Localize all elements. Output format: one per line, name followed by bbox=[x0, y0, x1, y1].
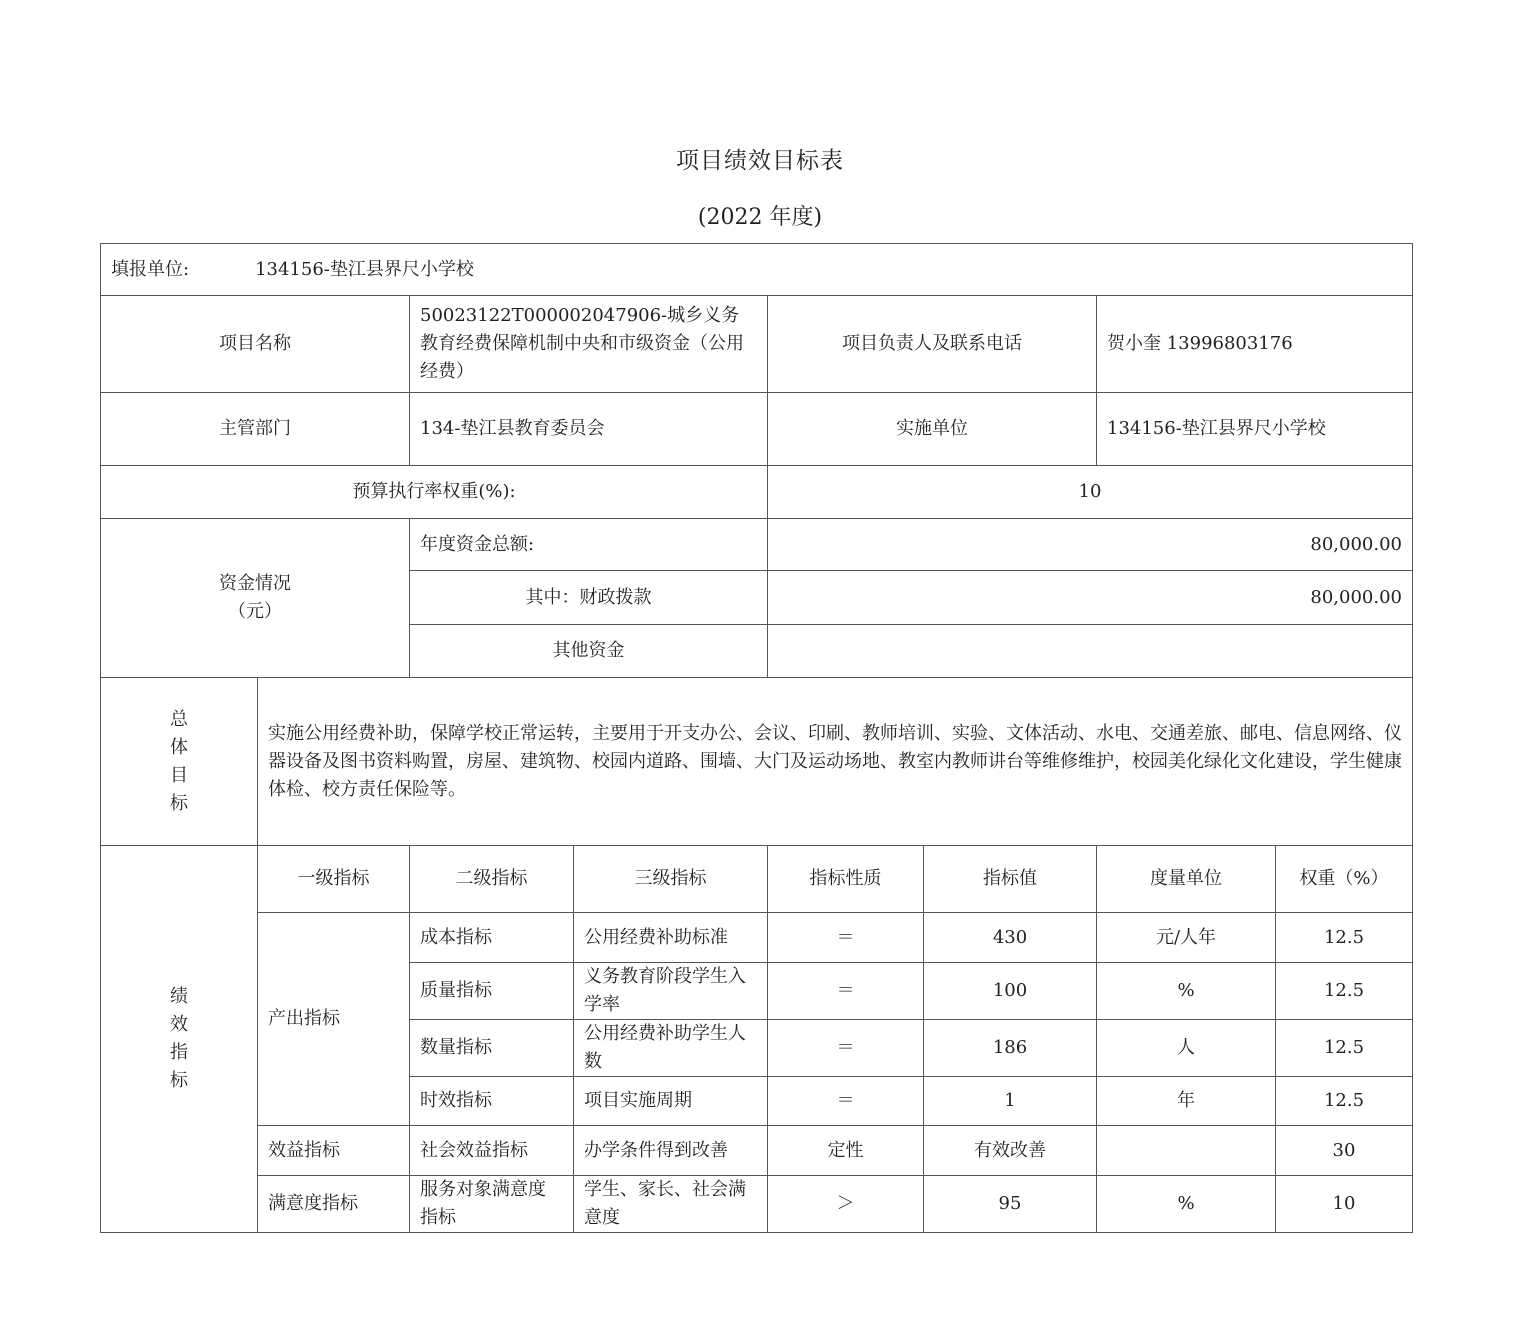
row-level3: 办学条件得到改善 bbox=[574, 1126, 768, 1176]
overall-goal-label bbox=[101, 678, 258, 846]
row-weight: 12.5 bbox=[1276, 1020, 1413, 1077]
funds-label-line1: 资金情况 bbox=[219, 573, 291, 594]
indicator-header-row bbox=[101, 846, 1413, 913]
indicators-label-char: 效 bbox=[170, 1014, 188, 1035]
row-nature: ＝ bbox=[768, 1077, 924, 1126]
reporting-unit-label: 填报单位: bbox=[111, 258, 190, 280]
funds-label bbox=[101, 519, 410, 678]
row-nature: ＝ bbox=[768, 1020, 924, 1077]
row-weight: 30 bbox=[1276, 1126, 1413, 1176]
project-name-row bbox=[101, 296, 1413, 393]
row-level1: 满意度指标 bbox=[258, 1176, 410, 1233]
row-level2: 成本指标 bbox=[410, 913, 574, 963]
project-name-value: 50023122T000002047906-城乡义务教育经费保障机制中央和市级资金（公用经费） bbox=[410, 296, 768, 393]
header-level2: 二级指标 bbox=[410, 846, 574, 913]
header-weight: 权重（%） bbox=[1276, 846, 1413, 913]
budget-weight-row bbox=[101, 466, 1413, 519]
row-unit: 年 bbox=[1097, 1077, 1276, 1126]
row-weight: 10 bbox=[1276, 1176, 1413, 1233]
indicators-label-char: 绩 bbox=[170, 986, 188, 1007]
row-weight: 12.5 bbox=[1276, 963, 1413, 1020]
row-weight: 12.5 bbox=[1276, 913, 1413, 963]
header-nature: 指标性质 bbox=[768, 846, 924, 913]
row-value: 有效改善 bbox=[924, 1126, 1097, 1176]
budget-weight-value: 10 bbox=[768, 466, 1413, 519]
row-value: 95 bbox=[924, 1176, 1097, 1233]
row-unit: % bbox=[1097, 1176, 1276, 1233]
indicators-label bbox=[101, 846, 258, 1233]
row-unit bbox=[1097, 1126, 1276, 1176]
funds-total-value: 80,000.00 bbox=[768, 519, 1413, 571]
row-value: 430 bbox=[924, 913, 1097, 963]
department-label: 主管部门 bbox=[101, 393, 410, 466]
performance-target-table bbox=[100, 243, 1413, 1233]
overall-goal-label-char: 体 bbox=[170, 736, 188, 758]
row-level3: 公用经费补助学生人数 bbox=[574, 1020, 768, 1077]
project-owner-value: 贺小奎 13996803176 bbox=[1097, 296, 1413, 393]
row-nature: 定性 bbox=[768, 1126, 924, 1176]
funds-total-row bbox=[101, 519, 1413, 571]
header-level1: 一级指标 bbox=[258, 846, 410, 913]
funds-label-line2: （元） bbox=[228, 601, 282, 622]
row-level1: 效益指标 bbox=[258, 1126, 410, 1176]
project-owner-label: 项目负责人及联系电话 bbox=[768, 296, 1097, 393]
row-level2: 服务对象满意度指标 bbox=[410, 1176, 574, 1233]
funds-other-value bbox=[768, 625, 1413, 678]
row-unit: 元/人年 bbox=[1097, 913, 1276, 963]
row-nature: ＝ bbox=[768, 963, 924, 1020]
overall-goal-text: 实施公用经费补助，保障学校正常运转，主要用于开支办公、会议、印刷、教师培训、实验、文体活动、水电、交通差旅、邮电、信息网络、仪器设备及图书资料购置，房屋、建筑物、校园内道路、围墙、大门及运动场地、教室内教师讲台等维修维护，校园美化绿化文化建设，学生健康体检、校方责任保险等。 bbox=[258, 678, 1413, 846]
implementing-unit-label: 实施单位 bbox=[768, 393, 1097, 466]
department-row bbox=[101, 393, 1413, 466]
table-row bbox=[101, 913, 1413, 963]
row-value: 1 bbox=[924, 1077, 1097, 1126]
reporting-unit-cell bbox=[101, 244, 1413, 296]
row-nature: ＝ bbox=[768, 913, 924, 963]
funds-other-label: 其他资金 bbox=[410, 625, 768, 678]
row-level3: 项目实施周期 bbox=[574, 1077, 768, 1126]
overall-goal-row bbox=[101, 678, 1413, 846]
header-level3: 三级指标 bbox=[574, 846, 768, 913]
project-name-label: 项目名称 bbox=[101, 296, 410, 393]
row-level3: 义务教育阶段学生入学率 bbox=[574, 963, 768, 1020]
department-value: 134-垫江县教育委员会 bbox=[410, 393, 768, 466]
overall-goal-label-char: 总 bbox=[170, 708, 188, 730]
funds-total-label: 年度资金总额: bbox=[410, 519, 768, 571]
overall-goal-label-char: 标 bbox=[170, 792, 188, 814]
row-weight: 12.5 bbox=[1276, 1077, 1413, 1126]
row-level2: 时效指标 bbox=[410, 1077, 574, 1126]
overall-goal-label-char: 目 bbox=[170, 764, 188, 786]
table-row bbox=[101, 1176, 1413, 1233]
row-nature: ＞ bbox=[768, 1176, 924, 1233]
row-value: 186 bbox=[924, 1020, 1097, 1077]
reporting-unit-value: 134156-垫江县界尺小学校 bbox=[255, 258, 474, 280]
funds-fiscal-label: 其中：财政拨款 bbox=[410, 571, 768, 625]
reporting-unit-row bbox=[101, 244, 1413, 296]
row-unit: 人 bbox=[1097, 1020, 1276, 1077]
row-level2: 数量指标 bbox=[410, 1020, 574, 1077]
row-value: 100 bbox=[924, 963, 1097, 1020]
indicators-label-char: 标 bbox=[170, 1070, 188, 1091]
budget-weight-label: 预算执行率权重(%): bbox=[101, 466, 768, 519]
indicators-label-char: 指 bbox=[170, 1042, 188, 1063]
row-level2: 质量指标 bbox=[410, 963, 574, 1020]
row-level2: 社会效益指标 bbox=[410, 1126, 574, 1176]
page-title: 项目绩效目标表 bbox=[676, 148, 844, 174]
output-indicator-label: 产出指标 bbox=[258, 913, 410, 1126]
header-value: 指标值 bbox=[924, 846, 1097, 913]
page-subtitle-year: (2022 年度) bbox=[697, 205, 823, 230]
row-level3: 公用经费补助标准 bbox=[574, 913, 768, 963]
row-unit: % bbox=[1097, 963, 1276, 1020]
header-unit: 度量单位 bbox=[1097, 846, 1276, 913]
row-level3: 学生、家长、社会满意度 bbox=[574, 1176, 768, 1233]
implementing-unit-value: 134156-垫江县界尺小学校 bbox=[1097, 393, 1413, 466]
table-row bbox=[101, 1126, 1413, 1176]
funds-fiscal-value: 80,000.00 bbox=[768, 571, 1413, 625]
